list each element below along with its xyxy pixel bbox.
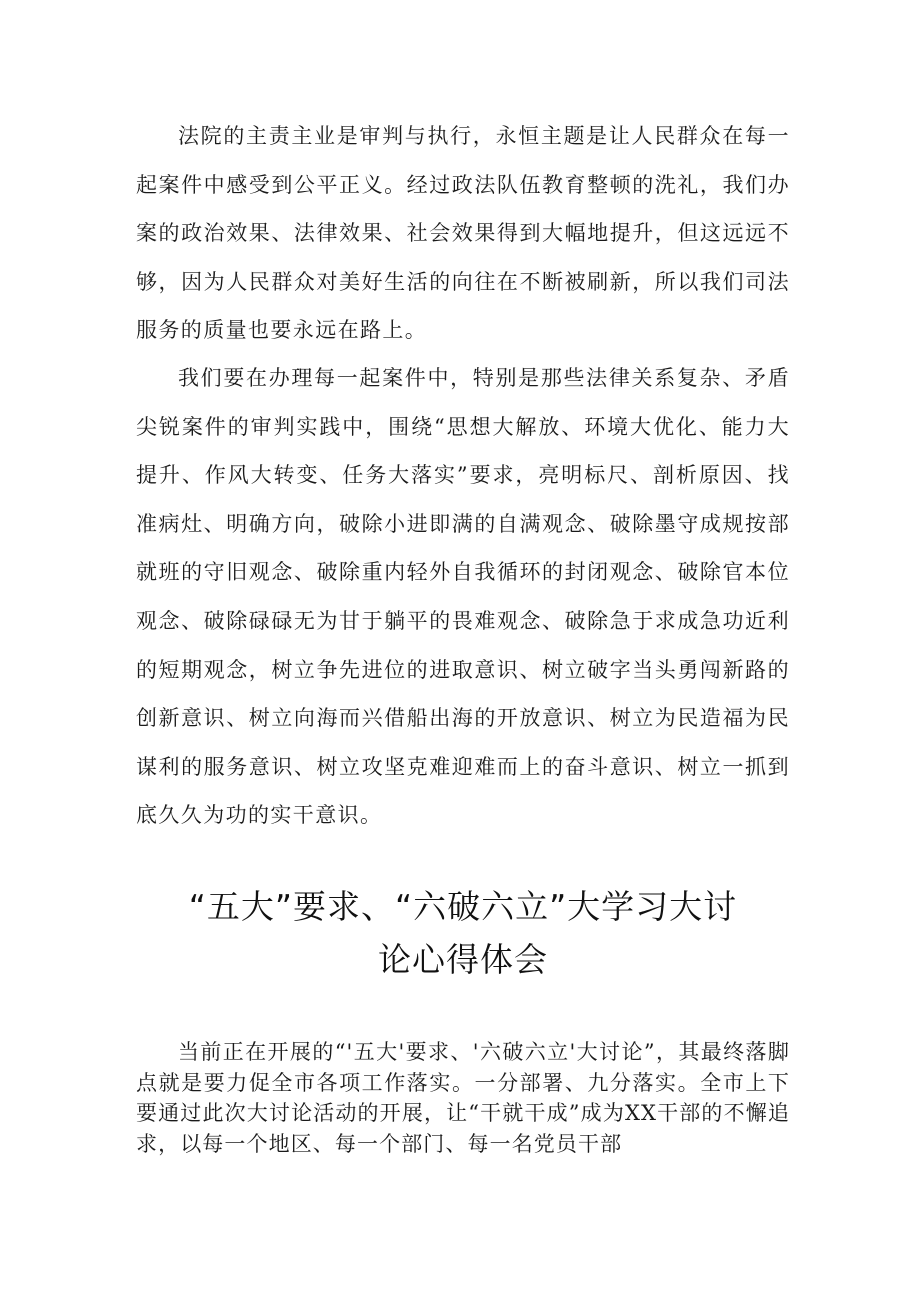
article-title-line-2: 论心得体会 [378, 940, 548, 979]
body-paragraph-2: 我们要在办理每一起案件中，特别是那些法律关系复杂、矛盾尖锐案件的审判实践中，围绕“思想大解放、环境大优化、能力大提升、作风大转变、任务大落实”要求，亮明标尺、剖析原因、找准病灶、明确方向，破除小进即满的自满观念、破除墨守成规按部就班的守旧观念、破除重内轻外自我循环的封闭观念、破除官本位观念、破除碌碌无为甘于躺平的畏难观念、破除急于求成急功近利的短期观念，树立争先进位的进取意识、树立破字当头勇闯新路的创新意识、树立向海而兴借船出海的开放意识、树立为民造福为民谋利的服务意识、树立攻坚克难迎难而上的奋斗意识、树立一抓到底久久为功的实干意识。 [136, 366, 790, 828]
body-paragraph-1: 法院的主责主业是审判与执行，永恒主题是让人民群众在每一起案件中感受到公平正义。经过政法队伍教育整顿的洗礼，我们办案的政治效果、法律效果、社会效果得到大幅地提升，但这远远不够，因为人民群众对美好生活的向往在不断被刷新，所以我们司法服务的质量也要永远在路上。 [136, 124, 790, 342]
article-title-line-1: “五大”要求、“六破六立”大学习大讨 [188, 887, 738, 926]
body-paragraph-3: 当前正在开展的“'五大'要求、'六破六立'大讨论”，其最终落脚点就是要力促全市各项工作落实。一分部署、九分落实。全市上下要通过此次大讨论活动的开展，让“干就干成”成为XX干部的不懈追求，以每一个地区、每一个部门、每一名党员干部 [136, 1040, 790, 1156]
article-title [136, 880, 790, 986]
